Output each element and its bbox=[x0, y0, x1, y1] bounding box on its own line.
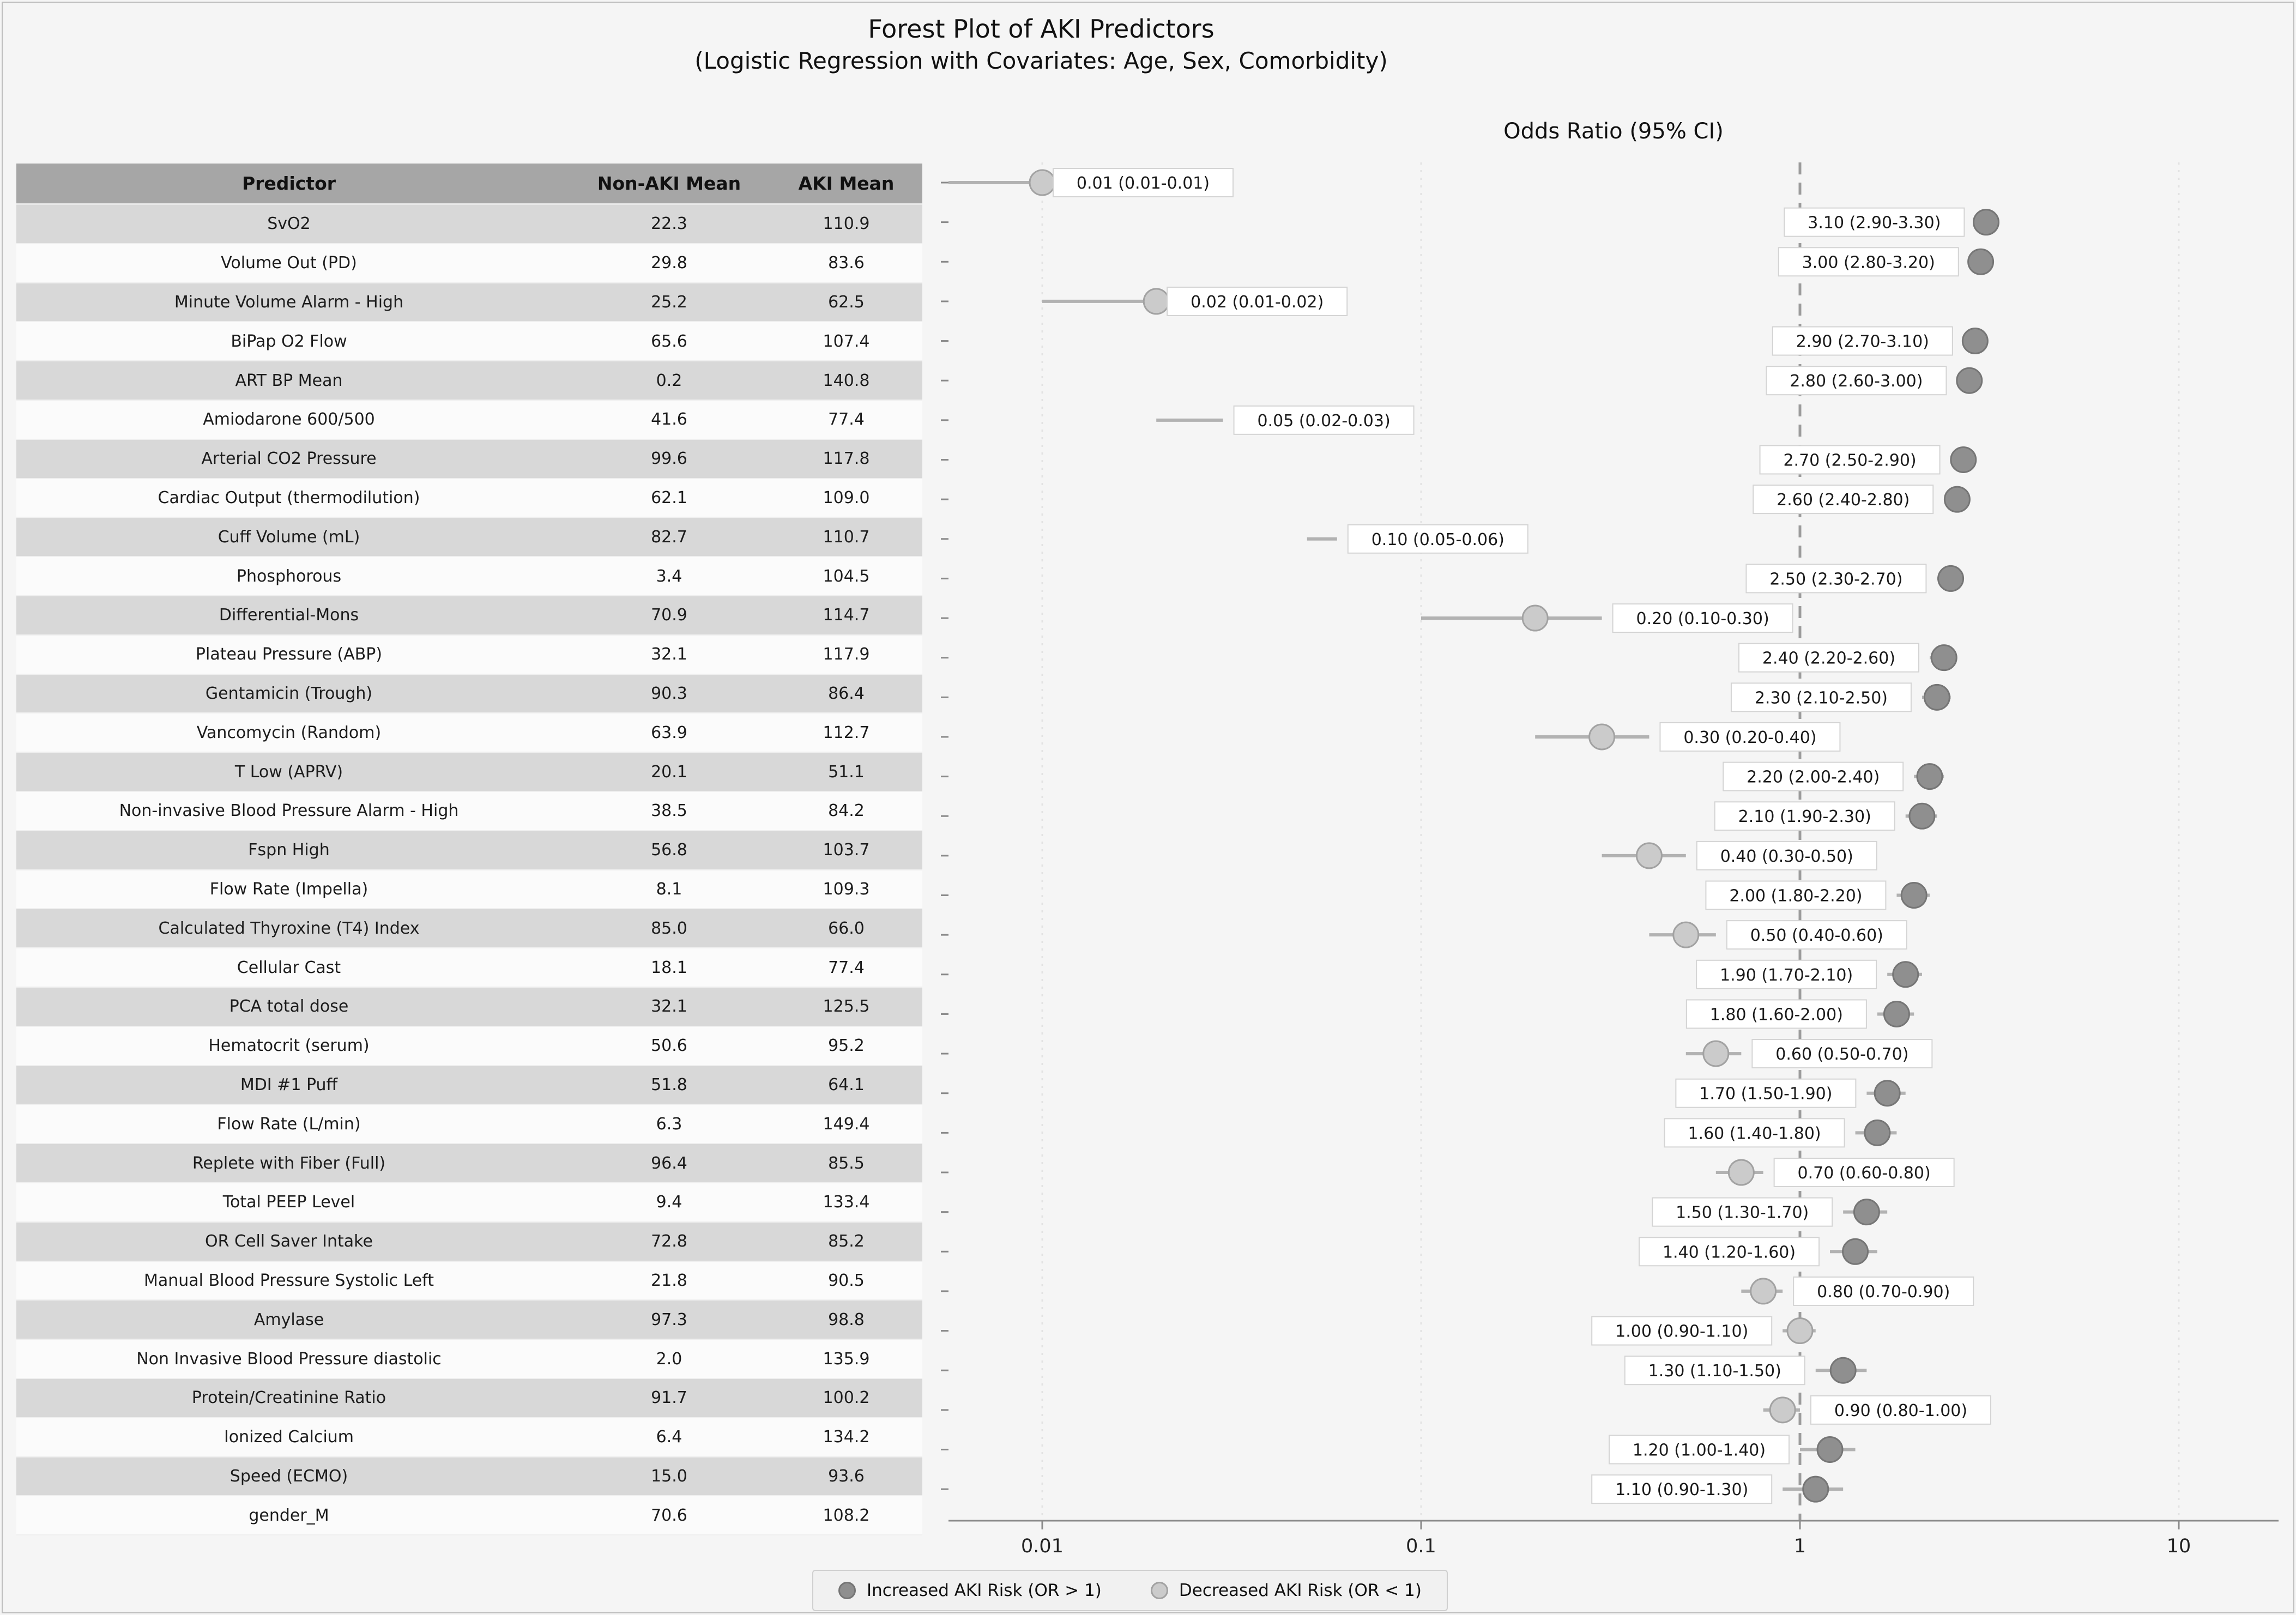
or-marker-increased bbox=[1962, 329, 1987, 354]
predictor-cell: ART BP Mean bbox=[235, 371, 343, 390]
aki-mean-cell: 51.1 bbox=[828, 762, 865, 782]
predictor-cell: Speed (ECMO) bbox=[229, 1466, 348, 1486]
or-label: 0.70 (0.60-0.80) bbox=[1797, 1164, 1931, 1183]
non-aki-mean-cell: 2.0 bbox=[656, 1349, 682, 1369]
increased-risk-dot-icon bbox=[838, 1582, 856, 1599]
aki-mean-cell: 149.4 bbox=[823, 1114, 870, 1134]
aki-mean-cell: 77.4 bbox=[828, 410, 865, 430]
non-aki-mean-cell: 25.2 bbox=[651, 292, 687, 312]
legend-label-decreased: Decreased AKI Risk (OR < 1) bbox=[1179, 1581, 1422, 1600]
or-marker-increased bbox=[1938, 566, 1963, 591]
predictor-cell: Protein/Creatinine Ratio bbox=[191, 1388, 386, 1408]
predictor-cell: Manual Blood Pressure Systolic Left bbox=[143, 1271, 434, 1290]
non-aki-mean-cell: 18.1 bbox=[651, 958, 687, 977]
or-label: 2.40 (2.20-2.60) bbox=[1762, 649, 1896, 668]
aki-mean-cell: 64.1 bbox=[828, 1075, 865, 1094]
predictor-cell: Total PEEP Level bbox=[222, 1193, 355, 1212]
non-aki-mean-cell: 3.4 bbox=[656, 566, 682, 586]
or-marker-decreased bbox=[1673, 922, 1699, 947]
decreased-risk-dot-icon bbox=[1151, 1582, 1168, 1599]
predictor-cell: OR Cell Saver Intake bbox=[205, 1232, 373, 1251]
or-marker-decreased bbox=[1522, 606, 1548, 631]
x-tick-label: 0.01 bbox=[1021, 1535, 1064, 1557]
non-aki-mean-cell: 51.8 bbox=[651, 1075, 687, 1094]
non-aki-mean-cell: 63.9 bbox=[651, 723, 687, 742]
or-marker-increased bbox=[1875, 1081, 1900, 1106]
or-label: 0.90 (0.80-1.00) bbox=[1834, 1401, 1968, 1420]
predictor-cell: Ionized Calcium bbox=[223, 1428, 354, 1447]
aki-mean-cell: 90.5 bbox=[828, 1271, 865, 1290]
x-tick-label: 1 bbox=[1793, 1535, 1806, 1557]
aki-mean-cell: 107.4 bbox=[823, 331, 870, 351]
or-marker-increased bbox=[1893, 962, 1918, 987]
predictor-cell: Cuff Volume (mL) bbox=[217, 527, 360, 547]
predictor-cell: Non Invasive Blood Pressure diastolic bbox=[136, 1349, 442, 1369]
or-label: 0.01 (0.01-0.01) bbox=[1076, 174, 1210, 193]
non-aki-mean-cell: 20.1 bbox=[651, 762, 687, 782]
legend-item-increased bbox=[838, 1581, 1102, 1600]
predictor-cell: Plateau Pressure (ABP) bbox=[195, 645, 383, 664]
predictor-cell: Minute Volume Alarm - High bbox=[174, 292, 404, 312]
aki-mean-cell: 134.2 bbox=[823, 1428, 870, 1447]
or-label: 0.30 (0.20-0.40) bbox=[1683, 728, 1817, 747]
non-aki-mean-cell: 0.2 bbox=[656, 371, 682, 390]
or-marker-increased bbox=[1910, 803, 1935, 828]
or-label: 1.80 (1.60-2.00) bbox=[1709, 1005, 1843, 1025]
or-label: 1.50 (1.30-1.70) bbox=[1676, 1203, 1809, 1223]
or-label: 1.60 (1.40-1.80) bbox=[1688, 1124, 1821, 1144]
or-marker-decreased bbox=[1729, 1160, 1754, 1185]
or-label: 1.20 (1.00-1.40) bbox=[1632, 1441, 1766, 1460]
or-label: 1.30 (1.10-1.50) bbox=[1648, 1362, 1781, 1381]
main-title-line1: Forest Plot of AKI Predictors bbox=[868, 14, 1215, 44]
or-marker-increased bbox=[1931, 645, 1956, 670]
aki-mean-cell: 109.3 bbox=[823, 879, 870, 899]
or-label: 0.05 (0.02-0.03) bbox=[1257, 411, 1391, 431]
non-aki-mean-cell: 22.3 bbox=[651, 214, 687, 234]
non-aki-mean-cell: 62.1 bbox=[651, 488, 687, 507]
or-marker-decreased bbox=[1030, 170, 1055, 195]
predictor-cell: MDI #1 Puff bbox=[240, 1075, 338, 1094]
or-marker-increased bbox=[1951, 447, 1976, 472]
or-marker-decreased bbox=[1636, 843, 1661, 868]
non-aki-mean-cell: 72.8 bbox=[651, 1232, 687, 1251]
predictor-cell: SvO2 bbox=[267, 214, 311, 234]
predictor-cell: Vancomycin (Random) bbox=[196, 723, 382, 742]
or-marker-increased bbox=[1817, 1437, 1842, 1462]
or-marker-increased bbox=[1973, 210, 1998, 235]
aki-mean-cell: 98.8 bbox=[828, 1310, 865, 1329]
predictor-cell: Arterial CO2 Pressure bbox=[201, 449, 377, 469]
predictor-cell: Cardiac Output (thermodilution) bbox=[158, 488, 420, 507]
aki-mean-cell: 93.6 bbox=[828, 1466, 865, 1486]
or-marker-increased bbox=[1901, 883, 1926, 908]
or-label: 1.40 (1.20-1.60) bbox=[1662, 1243, 1796, 1262]
aki-mean-cell: 117.9 bbox=[823, 645, 870, 664]
aki-mean-cell: 125.5 bbox=[823, 997, 870, 1017]
predictor-cell: Flow Rate (L/min) bbox=[217, 1114, 361, 1134]
non-aki-mean-cell: 32.1 bbox=[651, 997, 687, 1017]
or-label: 2.70 (2.50-2.90) bbox=[1783, 451, 1917, 470]
aki-mean-cell: 110.9 bbox=[823, 214, 870, 234]
non-aki-mean-cell: 97.3 bbox=[651, 1310, 687, 1329]
non-aki-mean-cell: 8.1 bbox=[656, 879, 682, 899]
aki-mean-cell: 140.8 bbox=[823, 371, 870, 390]
or-marker-decreased bbox=[1703, 1041, 1729, 1066]
aki-mean-cell: 117.8 bbox=[823, 449, 870, 469]
or-label: 2.60 (2.40-2.80) bbox=[1777, 491, 1910, 510]
aki-mean-cell: 85.2 bbox=[828, 1232, 865, 1251]
predictor-cell: BiPap O2 Flow bbox=[231, 331, 347, 351]
non-aki-mean-cell: 21.8 bbox=[651, 1271, 687, 1290]
plot-title: Odds Ratio (95% CI) bbox=[1503, 119, 1724, 144]
aki-mean-cell: 84.2 bbox=[828, 801, 865, 821]
non-aki-mean-cell: 82.7 bbox=[651, 527, 687, 547]
legend-label-increased: Increased AKI Risk (OR > 1) bbox=[867, 1581, 1102, 1600]
or-marker-increased bbox=[1944, 487, 1969, 512]
or-label: 0.60 (0.50-0.70) bbox=[1775, 1045, 1909, 1064]
or-marker-increased bbox=[1865, 1120, 1890, 1145]
or-marker-decreased bbox=[1751, 1279, 1776, 1304]
or-marker-increased bbox=[1924, 685, 1949, 710]
or-label: 2.20 (2.00-2.40) bbox=[1747, 767, 1880, 787]
aki-mean-cell: 100.2 bbox=[823, 1388, 870, 1408]
or-label: 2.10 (1.90-2.30) bbox=[1738, 807, 1871, 827]
non-aki-mean-cell: 65.6 bbox=[651, 331, 687, 351]
or-label: 1.10 (0.90-1.30) bbox=[1615, 1480, 1749, 1500]
or-marker-increased bbox=[1884, 1001, 1909, 1026]
non-aki-mean-cell: 6.4 bbox=[656, 1428, 682, 1447]
legend bbox=[812, 1570, 1448, 1611]
predictor-cell: Fspn High bbox=[248, 840, 330, 860]
or-marker-increased bbox=[1968, 249, 1993, 274]
or-marker-increased bbox=[1854, 1200, 1879, 1225]
aki-mean-cell: 77.4 bbox=[828, 958, 865, 977]
aki-mean-cell: 83.6 bbox=[828, 253, 865, 273]
aki-mean-cell: 112.7 bbox=[823, 723, 870, 742]
non-aki-mean-cell: 91.7 bbox=[651, 1388, 687, 1408]
non-aki-mean-cell: 15.0 bbox=[651, 1466, 687, 1486]
aki-mean-cell: 66.0 bbox=[828, 918, 865, 938]
predictor-cell: Differential-Mons bbox=[219, 606, 359, 625]
non-aki-mean-cell: 96.4 bbox=[651, 1153, 687, 1173]
or-label: 2.80 (2.60-3.00) bbox=[1790, 372, 1923, 391]
predictor-cell: Non-invasive Blood Pressure Alarm - High bbox=[119, 801, 459, 821]
or-marker-increased bbox=[1803, 1477, 1828, 1502]
or-label: 0.02 (0.01-0.02) bbox=[1191, 292, 1324, 312]
or-marker-increased bbox=[1957, 368, 1982, 393]
predictor-cell: gender_M bbox=[249, 1505, 329, 1525]
x-tick-label: 10 bbox=[2166, 1535, 2191, 1557]
or-marker-increased bbox=[1917, 764, 1942, 789]
or-label: 2.50 (2.30-2.70) bbox=[1769, 570, 1903, 589]
aki-mean-cell: 95.2 bbox=[828, 1036, 865, 1056]
predictor-cell: PCA total dose bbox=[229, 997, 349, 1017]
or-label: 0.40 (0.30-0.50) bbox=[1720, 846, 1853, 866]
aki-mean-cell: 104.5 bbox=[823, 566, 870, 586]
or-marker-increased bbox=[1843, 1239, 1868, 1264]
non-aki-mean-cell: 29.8 bbox=[651, 253, 687, 273]
x-tick-label: 0.1 bbox=[1406, 1535, 1436, 1557]
aki-mean-cell: 135.9 bbox=[823, 1349, 870, 1369]
aki-mean-cell: 86.4 bbox=[828, 683, 865, 703]
legend-item-decreased bbox=[1151, 1581, 1422, 1600]
non-aki-mean-cell: 41.6 bbox=[651, 410, 687, 430]
predictor-cell: Amylase bbox=[253, 1310, 324, 1329]
non-aki-mean-cell: 90.3 bbox=[651, 683, 687, 703]
non-aki-mean-cell: 70.9 bbox=[651, 606, 687, 625]
predictor-cell: Amiodarone 600/500 bbox=[203, 410, 375, 430]
or-marker-decreased bbox=[1144, 289, 1169, 314]
non-aki-mean-cell: 6.3 bbox=[656, 1114, 682, 1134]
predictor-cell: Phosphorous bbox=[236, 566, 342, 586]
predictor-cell: T Low (APRV) bbox=[234, 762, 343, 782]
aki-mean-cell: 108.2 bbox=[823, 1505, 870, 1525]
non-aki-mean-cell: 50.6 bbox=[651, 1036, 687, 1056]
predictor-cell: Replete with Fiber (Full) bbox=[192, 1153, 386, 1173]
non-aki-mean-cell: 9.4 bbox=[656, 1193, 682, 1212]
or-label: 2.00 (1.80-2.20) bbox=[1729, 886, 1863, 906]
or-label: 1.90 (1.70-2.10) bbox=[1720, 965, 1853, 985]
or-label: 2.90 (2.70-3.10) bbox=[1796, 332, 1929, 352]
predictor-cell: Gentamicin (Trough) bbox=[205, 683, 373, 703]
non-aki-mean-cell: 38.5 bbox=[651, 801, 687, 821]
or-marker-decreased bbox=[1787, 1318, 1812, 1344]
predictor-cell: Cellular Cast bbox=[237, 958, 341, 977]
predictor-cell: Volume Out (PD) bbox=[221, 253, 357, 273]
non-aki-mean-cell: 56.8 bbox=[651, 840, 687, 860]
aki-mean-cell: 110.7 bbox=[823, 527, 870, 547]
aki-mean-cell: 85.5 bbox=[828, 1153, 865, 1173]
or-marker-decreased bbox=[1590, 724, 1615, 749]
predictor-cell: Flow Rate (Impella) bbox=[209, 879, 368, 899]
or-label: 1.70 (1.50-1.90) bbox=[1699, 1084, 1833, 1104]
or-label: 0.10 (0.05-0.06) bbox=[1371, 530, 1505, 549]
or-label: 0.20 (0.10-0.30) bbox=[1636, 609, 1769, 629]
aki-mean-cell: 133.4 bbox=[823, 1193, 870, 1212]
non-aki-mean-cell: 32.1 bbox=[651, 645, 687, 664]
or-label: 2.30 (2.10-2.50) bbox=[1754, 688, 1888, 708]
aki-mean-cell: 114.7 bbox=[823, 606, 870, 625]
main-title-line2: (Logistic Regression with Covariates: Age, Sex, Comorbidity) bbox=[694, 47, 1388, 75]
or-marker-decreased bbox=[1770, 1398, 1795, 1423]
non-aki-mean-cell: 70.6 bbox=[651, 1505, 687, 1525]
predictor-cell: Calculated Thyroxine (T4) Index bbox=[158, 918, 420, 938]
non-aki-mean-cell: 85.0 bbox=[651, 918, 687, 938]
column-header-predictor: Predictor bbox=[241, 173, 336, 194]
or-label: 3.00 (2.80-3.20) bbox=[1802, 253, 1935, 273]
aki-mean-cell: 109.0 bbox=[823, 488, 870, 507]
aki-mean-cell: 62.5 bbox=[828, 292, 865, 312]
column-header-aki-mean: AKI Mean bbox=[798, 173, 895, 194]
or-label: 0.50 (0.40-0.60) bbox=[1750, 926, 1883, 946]
non-aki-mean-cell: 99.6 bbox=[651, 449, 687, 469]
or-label: 1.00 (0.90-1.10) bbox=[1615, 1322, 1749, 1341]
aki-mean-cell: 103.7 bbox=[823, 840, 870, 860]
column-header-non-aki-mean: Non-AKI Mean bbox=[597, 173, 741, 194]
or-label: 0.80 (0.70-0.90) bbox=[1817, 1282, 1950, 1302]
or-label: 3.10 (2.90-3.30) bbox=[1808, 213, 1941, 233]
or-marker-increased bbox=[1830, 1358, 1856, 1383]
predictor-cell: Hematocrit (serum) bbox=[208, 1036, 370, 1056]
